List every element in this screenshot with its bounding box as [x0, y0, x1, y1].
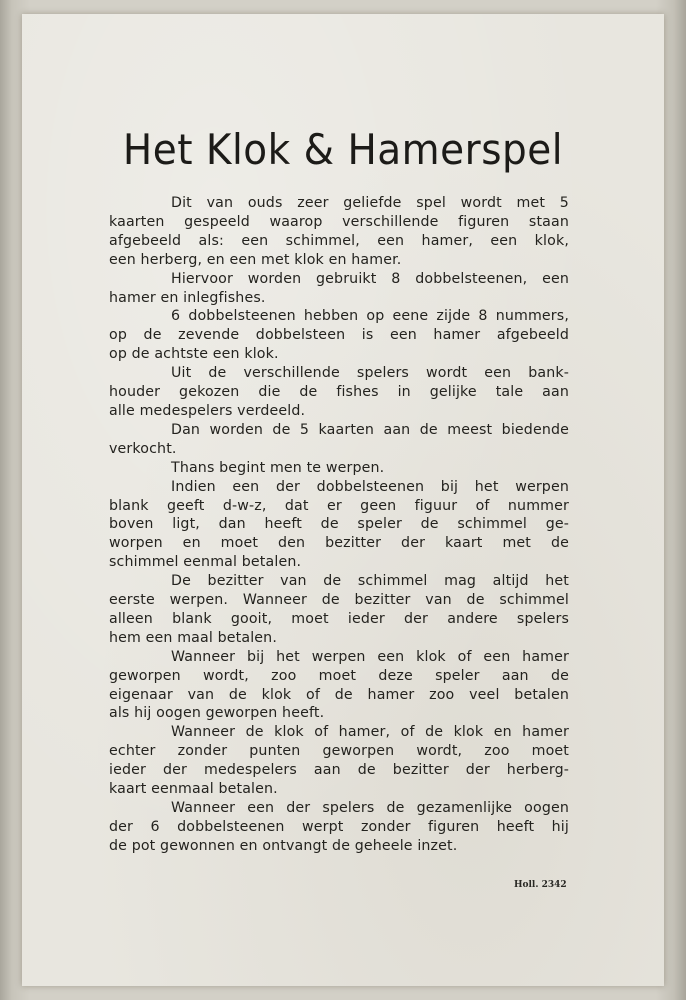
text-line: afgebeeld als: een schimmel, een hamer, een klok,: [109, 232, 569, 249]
text-line: schimmel eenmal betalen.: [109, 554, 302, 571]
text-line: Dit van ouds zeer geliefde spel wordt met 5: [171, 195, 569, 211]
text-line: Wanneer een der spelers de gezamenlijke oogen: [171, 800, 569, 816]
rules-paragraph: [109, 799, 569, 856]
text-line: eerste werpen. Wanneer de bezitter van de schimmel: [109, 592, 569, 609]
document-title: Het Klok & Hamerspel: [122, 126, 564, 175]
text-line: kaart eenmaal betalen.: [109, 781, 278, 798]
text-line: als hij oogen geworpen heeft.: [109, 705, 325, 722]
rules-paragraph: [109, 723, 569, 799]
text-line: verkocht.: [109, 440, 177, 457]
text-line: 6 dobbelsteenen hebben op eene zijde 8 nummers,: [171, 308, 569, 325]
rules-paragraph: [109, 307, 569, 364]
text-line: eigenaar van de klok of de hamer zoo veel betalen: [109, 686, 569, 703]
text-line: boven ligt, dan heeft de speler de schimmel ge-: [109, 516, 569, 533]
text-line: op de zevende dobbelsteen is een hamer afgebeeld: [109, 327, 569, 344]
rules-paragraph: [109, 648, 569, 724]
rules-paragraph: [109, 270, 569, 308]
rules-paragraph: [109, 364, 569, 421]
text-line: echter zonder punten geworpen wordt, zoo moet: [109, 743, 569, 760]
text-line: ieder der medespelers aan de bezitter der herberg-: [109, 762, 569, 779]
text-line: blank geeft d-w-z, dat er geen figuur of nummer: [109, 497, 569, 514]
rules-paragraph: [109, 572, 569, 648]
text-line: op de achtste een klok.: [109, 346, 279, 363]
text-line: geworpen wordt, zoo moet deze speler aan de: [109, 667, 569, 684]
rules-paragraph: [109, 194, 569, 270]
rules-body: [109, 194, 569, 856]
text-line: worpen en moet den bezitter der kaart met de: [109, 535, 569, 552]
text-line: Wanneer de klok of hamer, of de klok en hamer: [171, 724, 569, 741]
text-line: kaarten gespeeld waarop verschillende figuren staan: [109, 213, 569, 230]
text-line: Thans begint men te werpen.: [171, 459, 385, 476]
text-line: der 6 dobbelsteenen werpt zonder figuren heeft hij: [109, 818, 569, 835]
text-line: de pot gewonnen en ontvangt de geheele inzet.: [109, 837, 458, 854]
text-line: hem een maal betalen.: [109, 629, 277, 646]
text-line: alle medespelers verdeeld.: [109, 402, 306, 419]
text-line: Hiervoor worden gebruikt 8 dobbelsteenen, een: [171, 270, 569, 287]
rules-paragraph: [109, 478, 569, 573]
text-line: een herberg, en een met klok en hamer.: [109, 251, 402, 268]
text-line: alleen blank gooit, moet ieder der andere spelers: [109, 610, 569, 627]
text-line: Wanneer bij het werpen een klok of een hamer: [171, 648, 569, 665]
paper-sheet: [22, 14, 664, 986]
text-line: hamer en inlegfishes.: [109, 289, 266, 306]
rules-paragraph: [109, 459, 569, 478]
print-code: Holl. 2342: [514, 880, 567, 890]
text-line: De bezitter van de schimmel mag altijd het: [171, 573, 569, 590]
rules-paragraph: [109, 421, 569, 459]
text-line: Indien een der dobbelsteenen bij het werpen: [171, 478, 569, 495]
text-line: Dan worden de 5 kaarten aan de meest biedende: [171, 421, 569, 438]
text-line: Uit de verschillende spelers wordt een bank-: [171, 365, 569, 382]
text-line: houder gekozen die de fishes in gelijke tale aan: [109, 384, 569, 401]
